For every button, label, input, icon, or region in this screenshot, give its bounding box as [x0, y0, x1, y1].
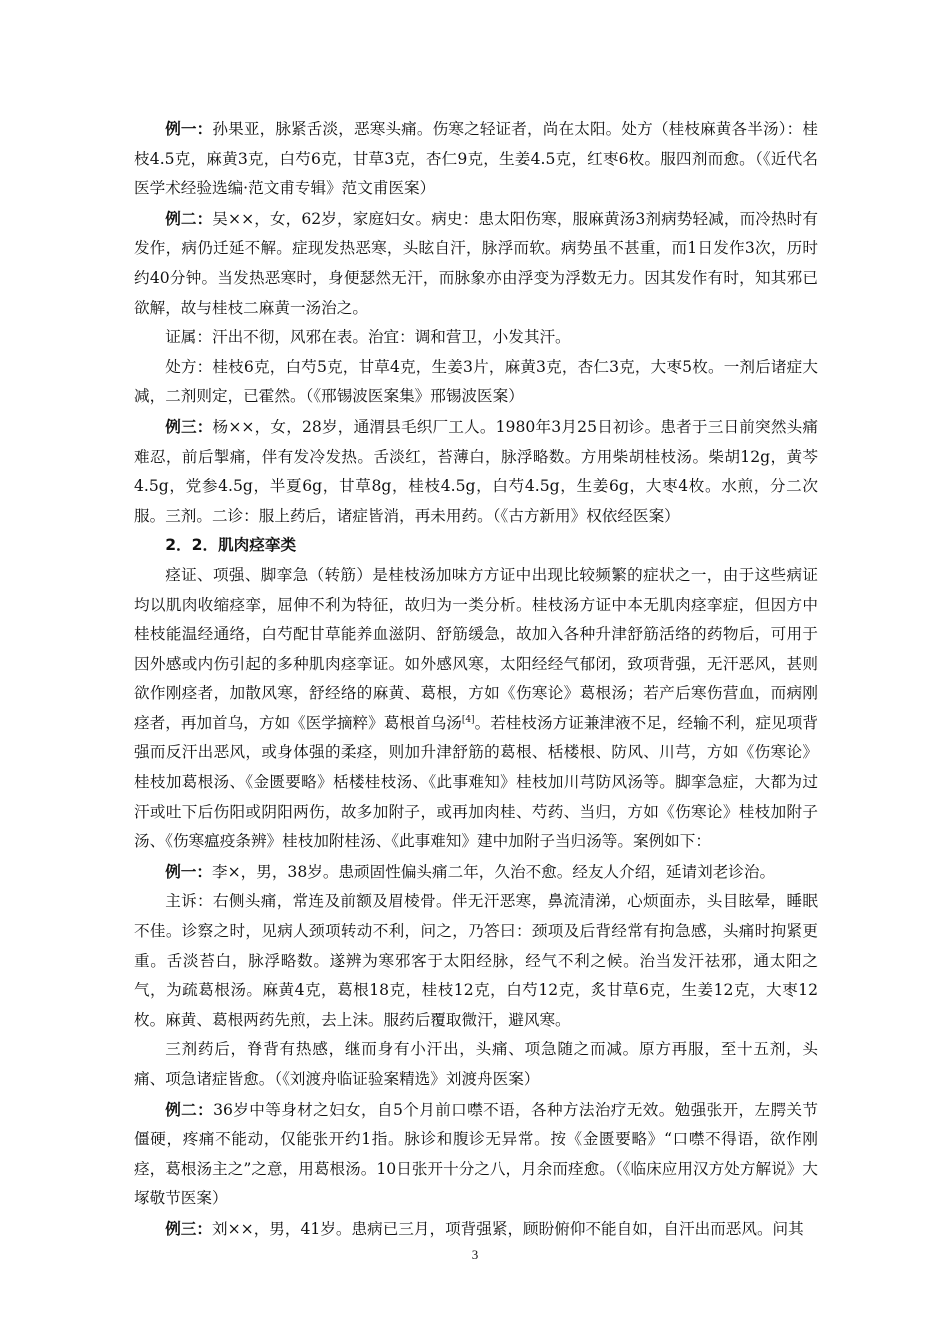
case-label: 例一：: [165, 861, 212, 881]
case-label: 例二：: [165, 1099, 214, 1119]
case-text: 杨××，女，28岁，通渭县毛织厂工人。1980年3月25日初诊。患者于三日前突然头痛难忍，前后掣痛，伴有发冷发热。舌淡红，苔薄白，脉浮略数。方用柴胡桂枝汤。柴胡12g，黄芩4.5g，党参4.5g，半夏6g，甘草8g，桂枝4.5g，白芍4.5g，生姜6g，大枣4枚。水煎，分二次服。三剂。二诊：服上药后，诸症皆消，再未用药。（《古方新用》权依经医案）: [134, 417, 818, 525]
case-text: 36岁中等身材之妇女，自5个月前口噤不语，各种方法治疗无效。勉强张开，左腭关节僵硬，疼痛不能动，仅能张开约1指。脉诊和腹诊无异常。按《金匮要略》“口噤不得语，欲作刚痉，葛根汤主之”之意，用葛根汤。10日张开十分之八，月余而痊愈。（《临床应用汉方处方解说》大塚敬节医案）: [134, 1100, 818, 1208]
case-paragraph-4: [134, 857, 818, 888]
case-label: 例二：: [165, 208, 213, 228]
case-text: 孙果亚，脉紧舌淡，恶寒头痛。伤寒之轻证者，尚在太阳。处方（桂枝麻黄各半汤）：桂枝4.5克，麻黄3克，白芍6克，甘草3克，杏仁9克，生姜4.5克，红枣6枚。服四剂而愈。（《近代名医学术经验选编·范文甫专辑》范文甫医案）: [134, 120, 818, 198]
case-text: 李×，男，38岁。患顽固性偏头痛二年，久治不愈。经友人介绍，延请刘老诊治。: [211, 862, 776, 881]
case-label: 例三：: [165, 416, 213, 436]
paragraph-text: 三剂药后，脊背有热感，继而身有小汗出，头痛、项急随之而减。原方再服，至十五剂，头痛、项急诸症皆愈。（《刘渡舟临证验案精选》刘渡舟医案）: [134, 1040, 818, 1088]
followup-paragraph: [134, 1035, 818, 1094]
case-paragraph-2: [134, 204, 818, 323]
citation-reference: [4]: [461, 714, 475, 725]
paragraph-text: 主诉：右侧头痛，常连及前额及眉棱骨。伴无汗恶寒，鼻流清涕，心烦面赤，头目眩晕，睡眠不佳。诊察之时，见病人颈项转动不利，问之，乃答曰：颈项及后背经常有拘急感，头痛时拘紧更重。舌淡苔白，脉浮略数。遂辨为寒邪客于太阳经脉，经气不利之候。治当发汗祛邪，通太阳之气，为疏葛根汤。麻黄4克，葛根18克，桂枝12克，白芍12克，炙甘草6克，生姜12克，大枣12枚。麻黄、葛根两药先煎，去上沫。服药后覆取微汗，避风寒。: [134, 892, 818, 1029]
paragraph-text: 处方：桂枝6克，白芍5克，甘草4克，生姜3片，麻黄3克，杏仁3克，大枣5枚。一剂后诸症大减，二剂则定，已霍然。（《邢锡波医案集》邢锡波医案）: [134, 357, 818, 406]
complaint-paragraph: [134, 887, 818, 1035]
case-text: 吴××，女，62岁，家庭妇女。病史：患太阳伤寒，服麻黄汤3剂病势轻减，而冷热时有发作，病仍迁延不解。症现发热恶寒，头眩自汗，脉浮而软。病势虽不甚重，而1日发作3次，历时约40分钟。当发热恶寒时，身便瑟然无汗，而脉象亦由浮变为浮数无力。因其发作有时，知其邪已欲解，故与桂枝二麻黄一汤治之。: [134, 209, 818, 317]
section-intro-paragraph: [134, 561, 818, 857]
case-label: 例一：: [165, 119, 213, 138]
case-paragraph-5: [134, 1095, 818, 1214]
prescription-paragraph: [134, 353, 818, 412]
case-label: 例三：: [165, 1218, 212, 1238]
intro-text-part1: 痉证、项强、脚挛急（转筋）是桂枝汤加味方方证中出现比较频繁的症状之一，由于这些病证均以肌肉收缩痉挛，屈伸不利为特征，故归为一类分析。桂枝汤方证中本无肌肉痉挛症，但因方中桂枝能温经通络，白芍配甘草能养血滋阴、舒筋缓急，故加入各种升津舒筋活络的药物后，可用于因外感或内伤引起的多种肌肉痉挛证。如外感风寒，太阳经经气郁闭，致项背强，无汗恶风，甚则欲作刚痉者，加散风寒，舒经络的麻黄、葛根，方如《伤寒论》葛根汤；若产后寒伤营血，而病刚痉者，再加首乌，方如《医学摘粹》葛根首乌汤: [134, 565, 818, 732]
intro-text-part2: 。若桂枝汤方证兼津液不足，经输不利，症见项背强而反汗出恶风，或身体强的柔痉，则加升津舒筋的葛根、栝楼根、防风、川芎，方如《伤寒论》桂枝加葛根汤、《金匮要略》栝楼桂枝汤、《此事难知》桂枝加川芎防风汤等。脚挛急症，大都为过汗或吐下后伤阳或阴阳两伤，故多加附子，或再加肉桂、芍药、当归，方如《伤寒论》桂枝加附子汤、《伤寒瘟疫条辨》桂枝加附桂汤、《此事难知》建中加附子当归汤等。案例如下：: [134, 713, 818, 851]
section-heading: 2．2．肌肉痉挛类: [165, 536, 297, 555]
case-text: 刘××，男，41岁。患病已三月，项背强紧，顾盼俯仰不能自如，自汗出而恶风。问其: [211, 1219, 804, 1238]
paragraph-text: 证属：汗出不彻，风邪在表。治宜：调和营卫，小发其汗。: [165, 328, 571, 347]
document-body: [134, 114, 818, 1245]
case-paragraph-1: [134, 114, 818, 204]
case-paragraph-6: [134, 1214, 818, 1245]
syndrome-paragraph: [134, 323, 818, 353]
page-number: 3: [471, 1247, 479, 1262]
case-paragraph-3: [134, 412, 818, 531]
